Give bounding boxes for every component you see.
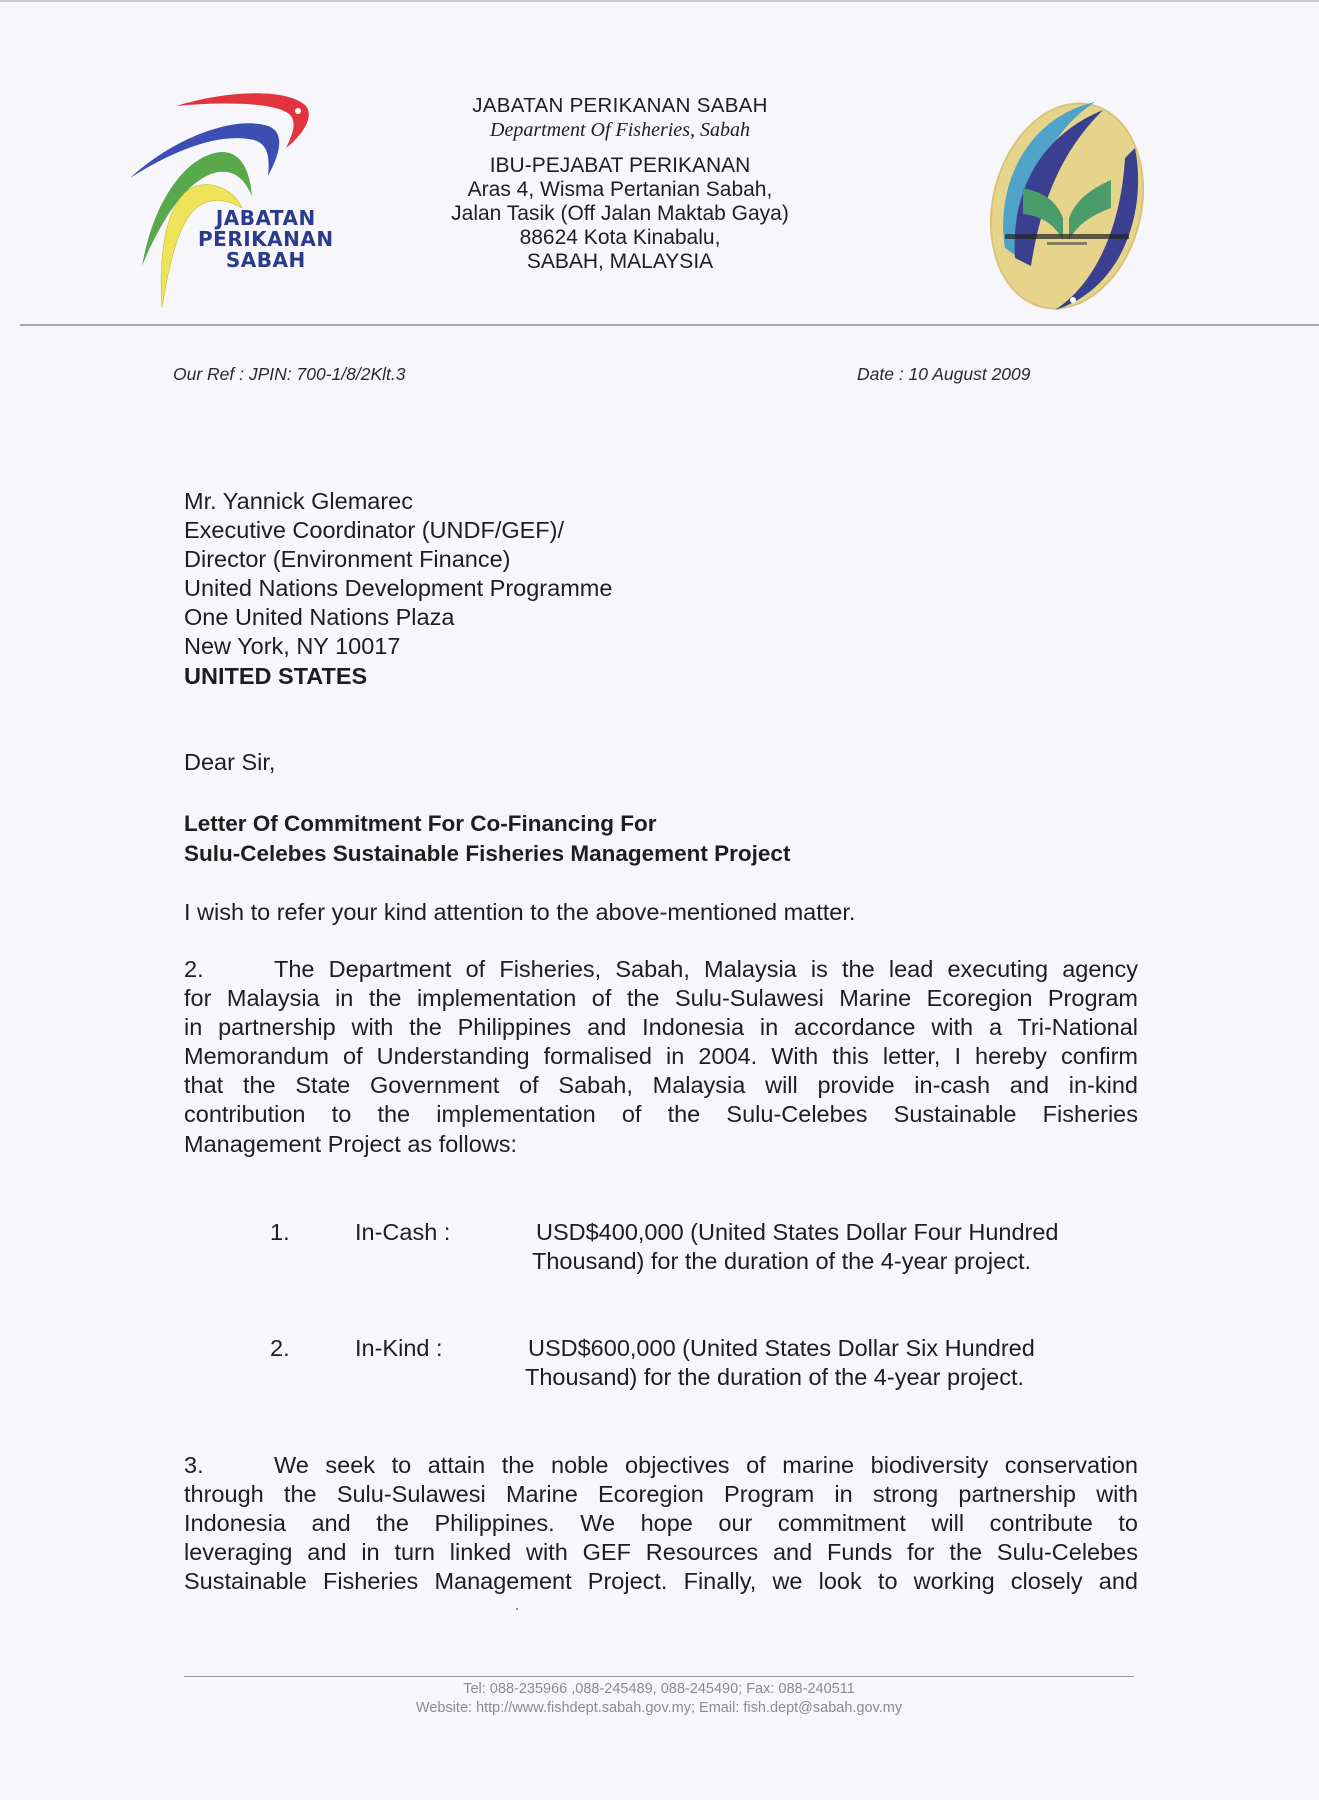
logo-text-line: PERIKANAN — [198, 227, 334, 251]
letterhead-text — [380, 94, 860, 274]
paragraph-line: contribution to the implementation of the Sulu-Celebes Sustainable Fisheries — [184, 1101, 1138, 1128]
fisheries-logo — [118, 78, 348, 313]
logo-text-line: JABATAN — [215, 206, 316, 230]
item-label: In-Cash : — [355, 1219, 451, 1245]
item-amount: USD$400,000 (United States Dollar Four Hundred — [536, 1219, 1059, 1245]
paragraph-line: in partnership with the Philippines and Indonesia in accordance with a Tri-National — [184, 1014, 1138, 1041]
paragraph-line: Memorandum of Understanding formalised in 2004. With this letter, I hereby confirm — [184, 1043, 1138, 1070]
fisheries-swoosh-logo-icon — [118, 78, 348, 313]
letter-date: Date : 10 August 2009 — [857, 364, 1031, 384]
item-amount-continued: Thousand) for the duration of the 4-year project. — [532, 1248, 1032, 1274]
recipient-line: One United Nations Plaza — [184, 604, 455, 631]
paragraph-number: 3. — [184, 1452, 204, 1478]
recipient-line: Executive Coordinator (UNDF/GEF)/ — [184, 517, 565, 544]
recipient-line: United Nations Development Programme — [184, 575, 613, 602]
recipient-line: Mr. Yannick Glemarec — [184, 488, 413, 514]
footer-divider — [184, 1676, 1134, 1677]
subject-line: Sulu-Celebes Sustainable Fisheries Management Project — [184, 840, 791, 866]
paragraph-2 — [184, 955, 1138, 1159]
organization-subtitle: Department Of Fisheries, Sabah — [490, 119, 750, 141]
ministry-emblem — [985, 88, 1145, 316]
item-number: 2. — [270, 1335, 290, 1361]
logo-text-line: SABAH — [225, 248, 306, 272]
recipient-line: Director (Environment Finance) — [184, 546, 511, 573]
footer-web: Website: http://www.fishdept.sabah.gov.my; Email: fish.dept@sabah.gov.my — [415, 1700, 903, 1716]
intro-paragraph: I wish to refer your kind attention to the above-mentioned matter. — [184, 899, 856, 925]
letter-subject — [184, 809, 790, 868]
recipient-line: New York, NY 10017 — [184, 633, 401, 660]
paragraph-line: Sustainable Fisheries Management Project. Finally, we look to working closely and — [184, 1568, 1138, 1595]
paragraph-line: Management Project as follows: — [184, 1130, 518, 1157]
organization-name: JABATAN PERIKANAN SABAH — [472, 94, 768, 117]
recipient-country: UNITED STATES — [184, 662, 368, 689]
paragraph-line: for Malaysia in the implementation of the Sulu-Sulawesi Marine Ecoregion Program — [184, 985, 1138, 1012]
footer-contact: Tel: 088-235966 ,088-245489, 088-245490; Fax: 088-240511 — [463, 1681, 855, 1697]
page-top-edge — [0, 0, 1319, 2]
paragraph-line: 3. We seek to attain the noble objectives of marine biodiversity conservation — [184, 1451, 1138, 1480]
item-number: 1. — [270, 1219, 290, 1245]
paragraph-line: Indonesia and the Philippines. We hope our commitment will contribute to — [184, 1510, 1138, 1537]
salutation: Dear Sir, — [184, 749, 276, 775]
address-line: IBU-PEJABAT PERIKANAN — [489, 154, 751, 177]
recipient-address — [184, 487, 612, 691]
paragraph-line: 2. The Department of Fisheries, Sabah, Malaysia is the lead executing agency — [184, 955, 1138, 984]
subject-line: Letter Of Commitment For Co-Financing For — [184, 811, 657, 836]
logo-text — [198, 208, 334, 271]
address-line: SABAH, MALAYSIA — [526, 250, 714, 273]
paragraph-number: 2. — [184, 956, 204, 982]
scan-speck — [516, 1608, 518, 1610]
paragraph-3 — [184, 1451, 1138, 1596]
item-amount: USD$600,000 (United States Dollar Six Hundred — [528, 1335, 1035, 1361]
address-line: Aras 4, Wisma Pertanian Sabah, — [467, 178, 773, 201]
reference-number: Our Ref : JPIN: 700-1/8/2Klt.3 — [173, 364, 406, 384]
paragraph-line: leveraging and in turn linked with GEF Resources and Funds for the Sulu-Celebes — [184, 1539, 1138, 1566]
paragraph-line: through the Sulu-Sulawesi Marine Ecoregion Program in strong partnership with — [184, 1481, 1138, 1508]
item-label: In-Kind : — [355, 1335, 443, 1361]
address-line: Jalan Tasik (Off Jalan Maktab Gaya) — [451, 202, 789, 225]
item-amount-continued: Thousand) for the duration of the 4-year project. — [525, 1364, 1025, 1390]
header-divider — [20, 324, 1319, 326]
ministry-emblem-icon — [985, 88, 1145, 316]
paragraph-line: that the State Government of Sabah, Malaysia will provide in-cash and in-kind — [184, 1072, 1138, 1099]
address-line: 88624 Kota Kinabalu, — [519, 226, 721, 249]
